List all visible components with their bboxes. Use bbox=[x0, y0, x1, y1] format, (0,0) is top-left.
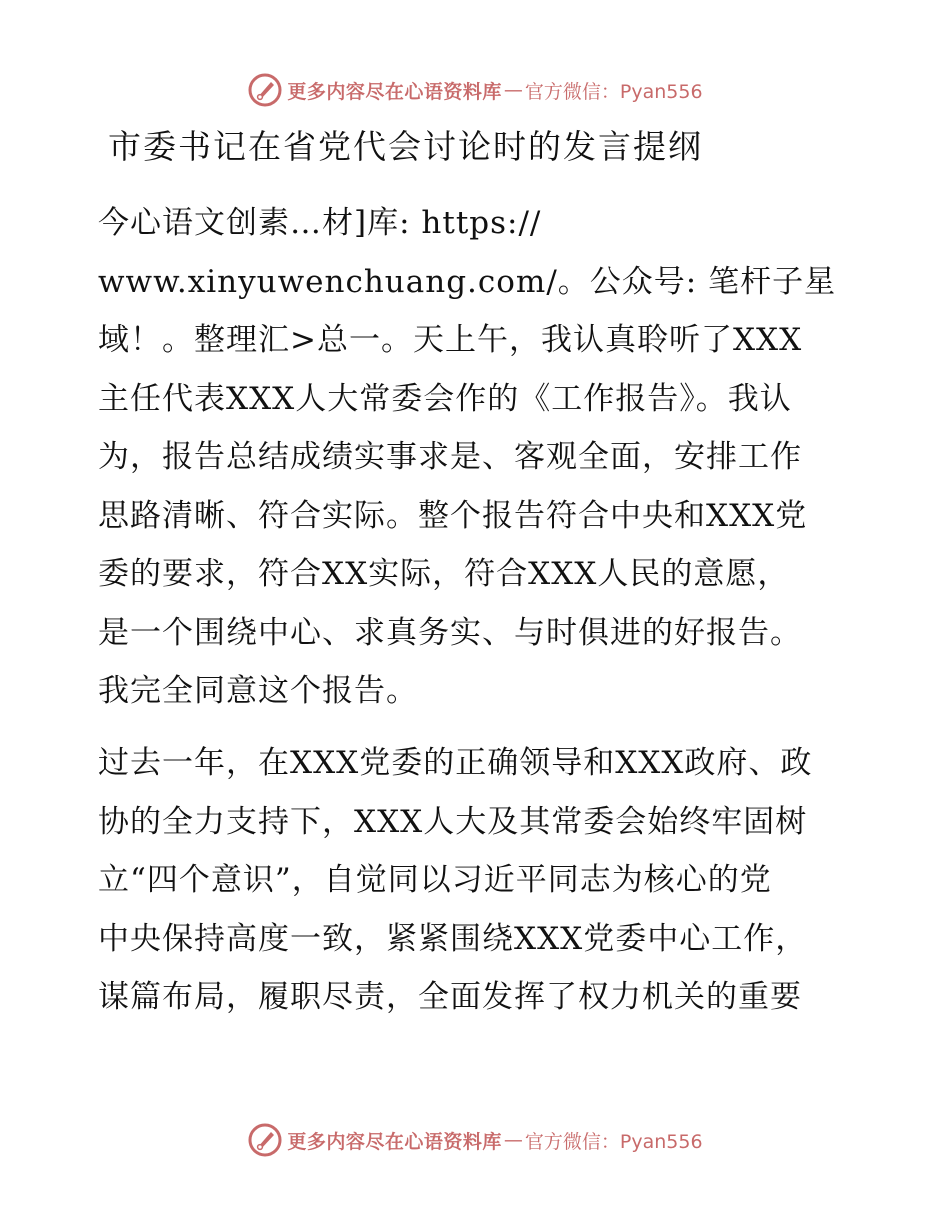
text-line: 中央保持高度一致，紧紧围绕XXX党委中心工作， bbox=[98, 920, 808, 957]
banner-slogan: 更多内容尽在心语资料库 bbox=[287, 1130, 502, 1153]
text-line: 是一个围绕中心、求真务实、与时俱进的好报告。 bbox=[98, 614, 802, 651]
paragraph-2 bbox=[98, 734, 858, 1027]
text-line: 过去一年，在XXX党委的正确领导和XXX政府、政 bbox=[98, 745, 813, 781]
text-line: 今心语文创素…材]库: https:// bbox=[98, 205, 542, 241]
banner-wechat: 官方微信：Pyan556 bbox=[524, 80, 703, 103]
text-line: 立“四个意识”，自觉同以习近平同志为核心的党 bbox=[98, 862, 772, 898]
banner-wechat: 官方微信：Pyan556 bbox=[524, 1130, 703, 1153]
text-line: 谋篇布局，履职尽责，全面发挥了权力机关的重要 bbox=[98, 979, 802, 1015]
quill-logo-icon bbox=[247, 1122, 283, 1158]
banner-separator: — bbox=[503, 79, 523, 101]
quill-logo-icon bbox=[247, 72, 283, 108]
document-title: 市委书记在省党代会讨论时的发言提纲 bbox=[108, 127, 703, 166]
text-line: 主任代表XXX人大常委会作的《工作报告》。我认 bbox=[98, 380, 792, 417]
text-line: 协的全力支持下，XXX人大及其常委会始终牢固树 bbox=[98, 803, 808, 840]
text-line: 为，报告总结成绩实事求是、客观全面，安排工作 bbox=[98, 439, 802, 475]
text-line: www.xinyuwenchuang.com/。公众号: 笔杆子星 bbox=[98, 263, 837, 300]
text-line: 我完全同意这个报告。 bbox=[98, 673, 418, 709]
paragraph-1 bbox=[98, 194, 858, 721]
text-line: 委的要求，符合XX实际，符合XXX人民的意愿， bbox=[98, 556, 790, 592]
header-banner bbox=[0, 68, 950, 112]
banner-separator: — bbox=[503, 1129, 523, 1151]
text-line: 思路清晰、符合实际。整个报告符合中央和XXX党 bbox=[98, 497, 808, 534]
text-line: 域！。整理汇>总一。天上午，我认真聆听了XXX bbox=[98, 322, 803, 358]
banner-slogan: 更多内容尽在心语资料库 bbox=[287, 80, 502, 103]
footer-banner bbox=[0, 1118, 950, 1162]
